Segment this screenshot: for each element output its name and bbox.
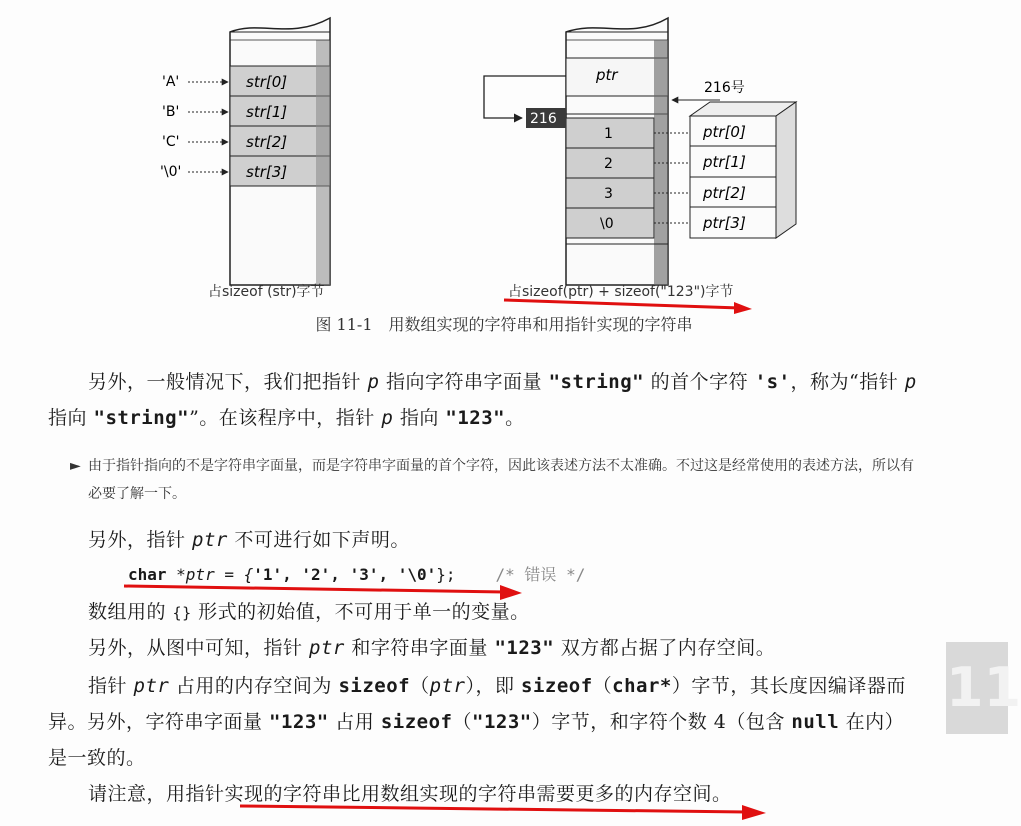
code-line: char *ptr = {'1', '2', '3', '\0'}; /* 错误 */ xyxy=(128,565,586,584)
pointer-memory-column xyxy=(566,18,668,285)
red-underline-arrow-3 xyxy=(236,800,776,824)
cell-str3: str[3] xyxy=(246,163,288,181)
cell-str2: str[2] xyxy=(246,133,288,151)
mem-1: 1 xyxy=(604,126,613,142)
address-label: 216号 xyxy=(704,80,745,96)
char-label-C: 'C' xyxy=(162,134,180,150)
mem-null: \0 xyxy=(600,216,614,232)
char-label-null: '\0' xyxy=(160,164,182,180)
cell-str1: str[1] xyxy=(246,103,288,121)
cell-ptr0: ptr[0] xyxy=(703,123,746,141)
pointer-size-label: 占sizeof(ptr) + sizeof("123")字节 xyxy=(508,284,734,300)
paragraph-5: 指针 ptr 占用的内存空间为 sizeof（ptr），即 sizeof（char*）字节，其长度因编译器而异。另外，字符串字面量 "123" 占用 sizeof（"123"）字节，和字符个数 4（包含 null 在内）是一致的。 xyxy=(48,675,906,769)
note-marker: ► xyxy=(70,458,81,474)
char-label-A: 'A' xyxy=(162,74,180,90)
memory-figure xyxy=(0,0,1008,310)
array-memory-column xyxy=(230,18,330,285)
char-label-B: 'B' xyxy=(162,104,180,120)
paragraph-4: 另外，从图中可知，指针 ptr 和字符串字面量 "123" 双方都占据了内存空间。 xyxy=(88,637,776,659)
red-underline-arrow-1 xyxy=(504,300,740,308)
cell-ptr1: ptr[1] xyxy=(703,153,746,171)
mem-2: 2 xyxy=(604,156,613,172)
paragraph-6: 请注意，用指针实现的字符串比用数组实现的字符串需要更多的内存空间。 xyxy=(88,783,732,805)
chapter-tab: 11 xyxy=(946,642,1008,734)
paragraph-3: 数组用的 {} 形式的初始值，不可用于单一的变量。 xyxy=(88,601,530,623)
paragraph-2: 另外，指针 ptr 不可进行如下声明。 xyxy=(88,529,410,551)
mem-3: 3 xyxy=(604,186,613,202)
cell-str0: str[0] xyxy=(246,73,288,91)
cell-ptr2: ptr[2] xyxy=(703,184,746,202)
paragraph-1: 另外，一般情况下，我们把指针 p 指向字符串字面量 "string" 的首个字符 's'，称为“指针 p 指向 "string"”。在该程序中，指针 p 指向 "123"。 xyxy=(48,371,917,429)
figure-caption: 图 11-1 用数组实现的字符串和用指针实现的字符串 xyxy=(315,315,693,334)
array-size-label: 占sizeof (str)字节 xyxy=(208,284,325,300)
ptr-cell-label: ptr xyxy=(596,66,618,84)
cell-ptr3: ptr[3] xyxy=(703,214,746,232)
address-box-label: 216 xyxy=(530,111,557,127)
char-arrows xyxy=(160,74,228,180)
footnote: ► 由于指针指向的不是字符串字面量，而是字符串字面量的首个字符，因此该表述方法不太准确。不过这是经常使用的表述方法，所以有必要了解一下。 xyxy=(88,452,918,508)
